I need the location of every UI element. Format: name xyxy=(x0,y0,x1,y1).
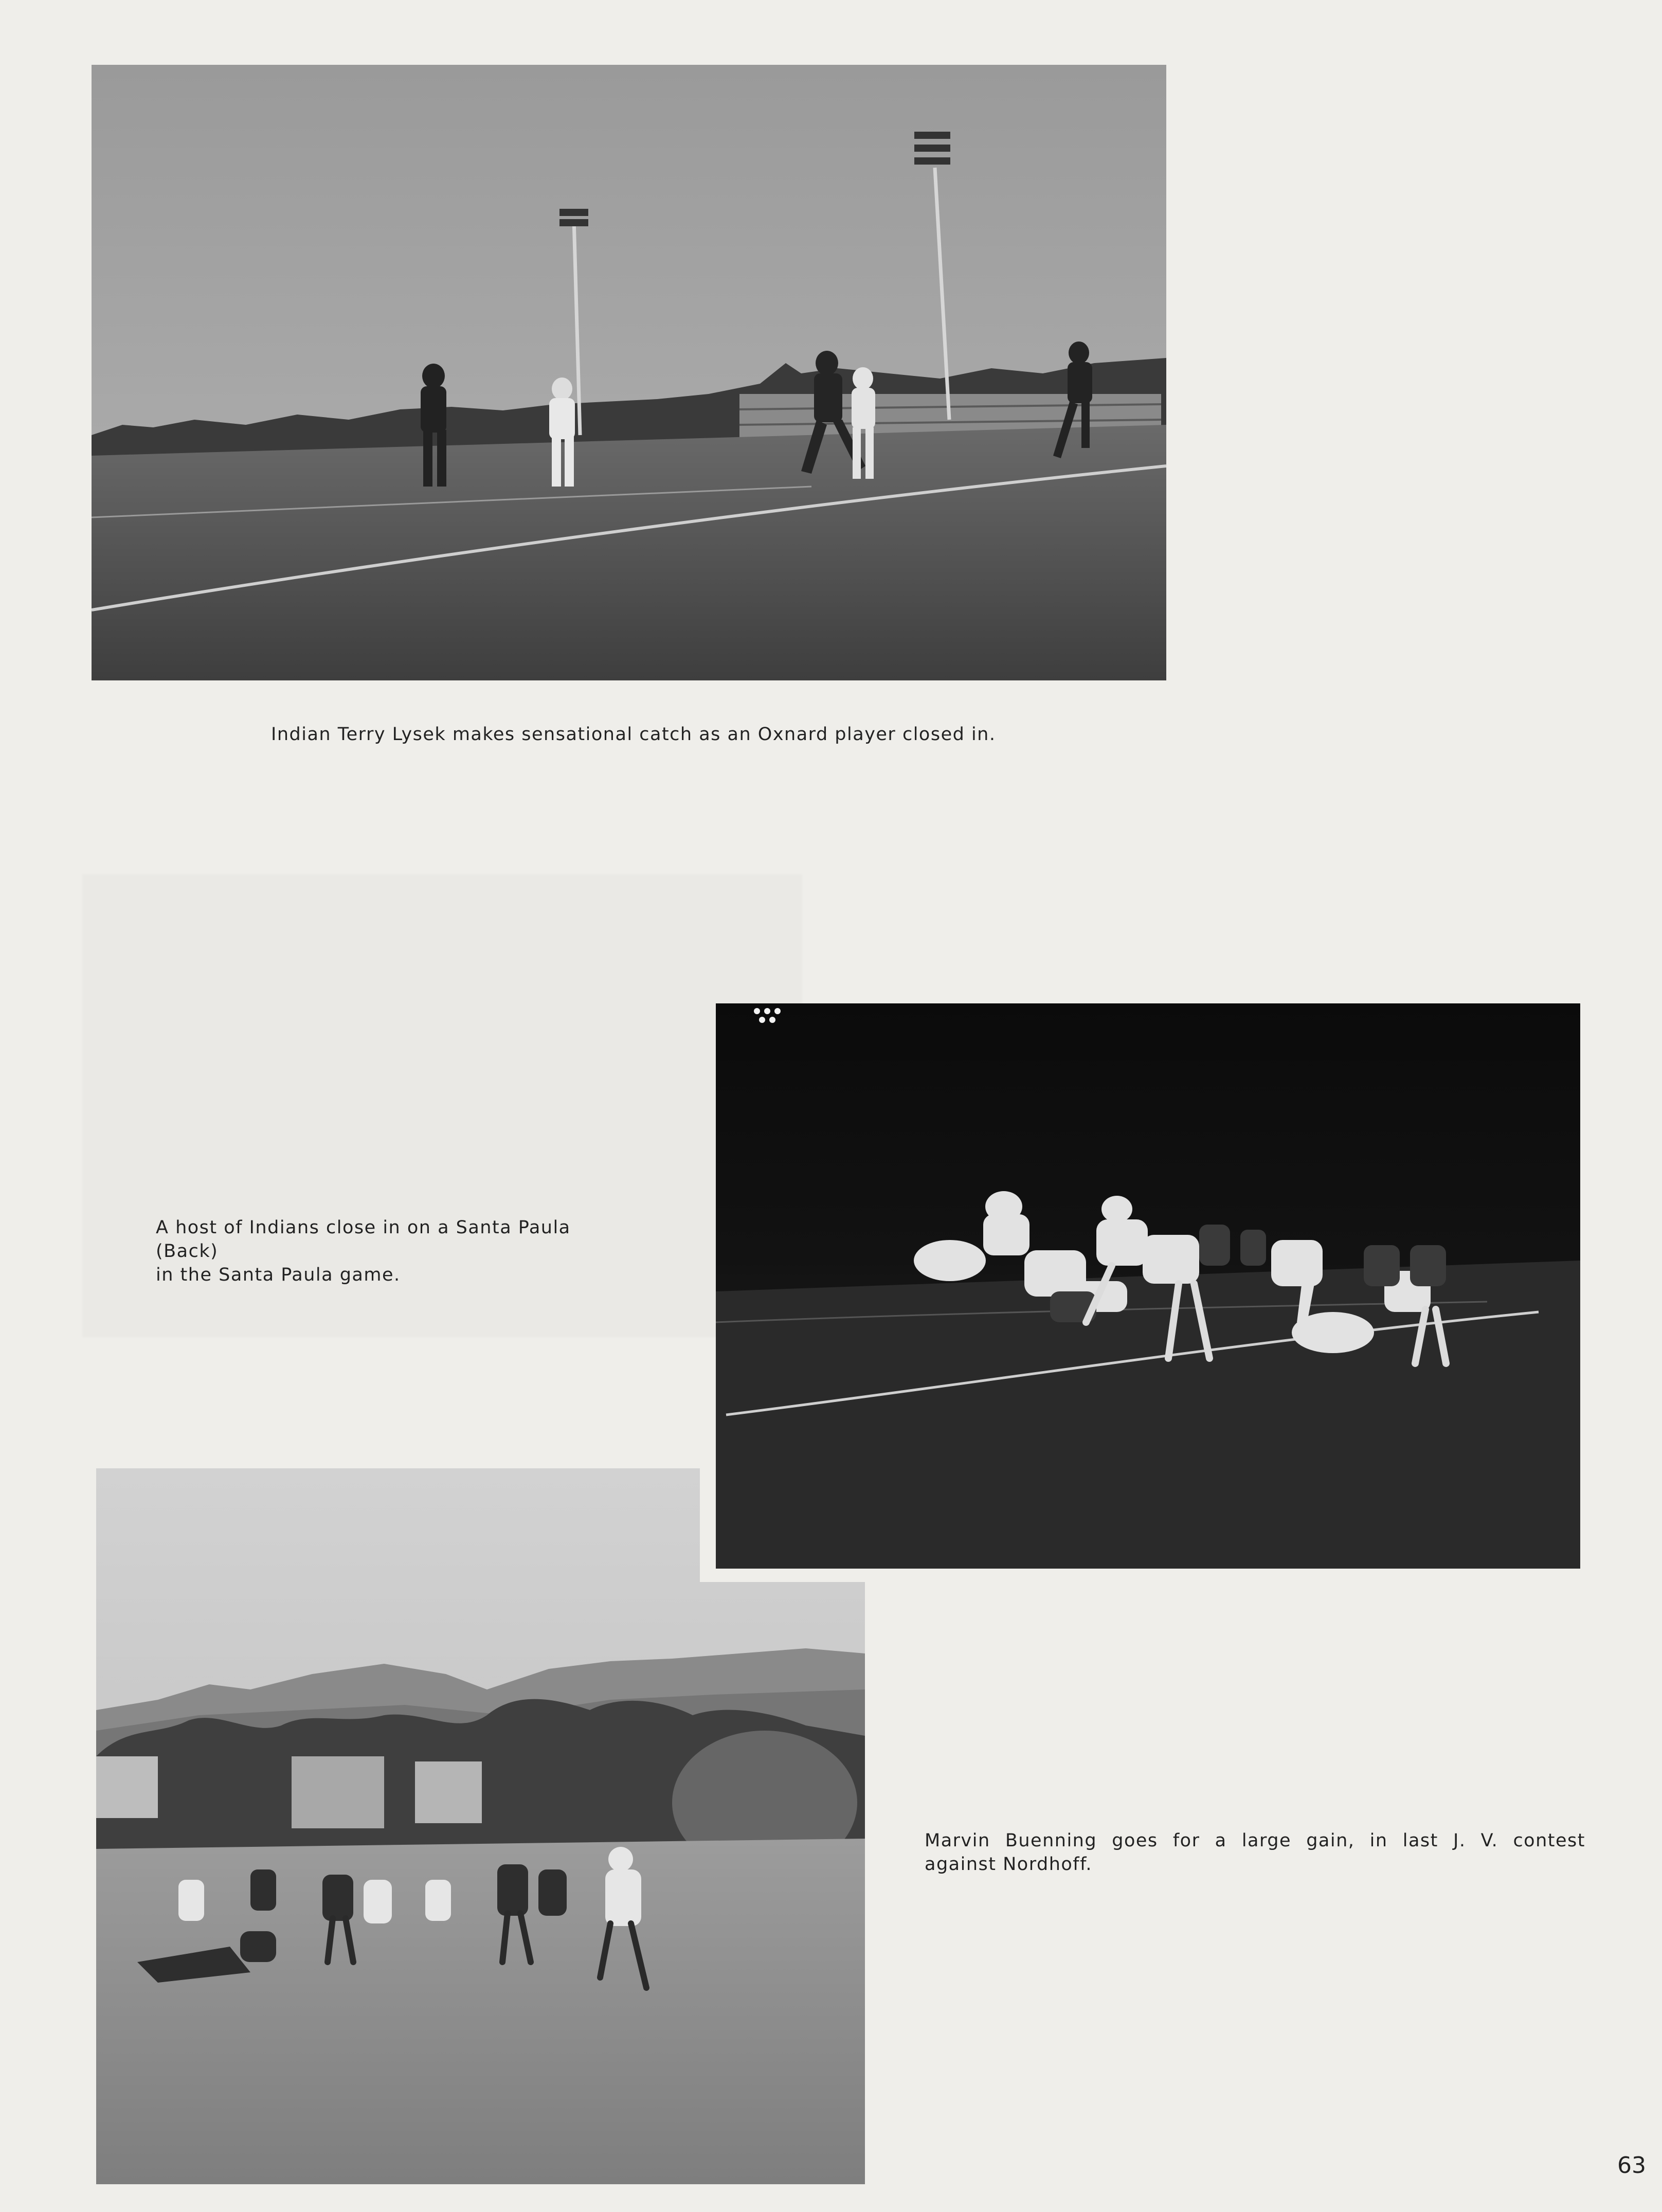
caption-buenning xyxy=(925,1829,1585,1876)
caption-terry-lysek: Indian Terry Lysek makes sensational catch as an Oxnard player closed in. xyxy=(271,724,996,745)
caption-buenning-line-2: against Nordhoff. xyxy=(925,1854,1093,1875)
page-number: 63 xyxy=(1617,2152,1646,2179)
photo-buenning-jv-contest xyxy=(96,1468,865,2184)
caption-santa-paula xyxy=(156,1216,619,1287)
photo-terry-lysek-catch xyxy=(92,65,1166,680)
caption-santa-paula-line-1: A host of Indians close in on a Santa Paula (Back) xyxy=(156,1217,571,1262)
caption-buenning-line-1: Marvin Buenning goes for a large gain, in last J. V. contest xyxy=(925,1830,1585,1851)
photo-santa-paula-night-game xyxy=(716,1003,1580,1569)
caption-santa-paula-line-2: in the Santa Paula game. xyxy=(156,1265,401,1285)
